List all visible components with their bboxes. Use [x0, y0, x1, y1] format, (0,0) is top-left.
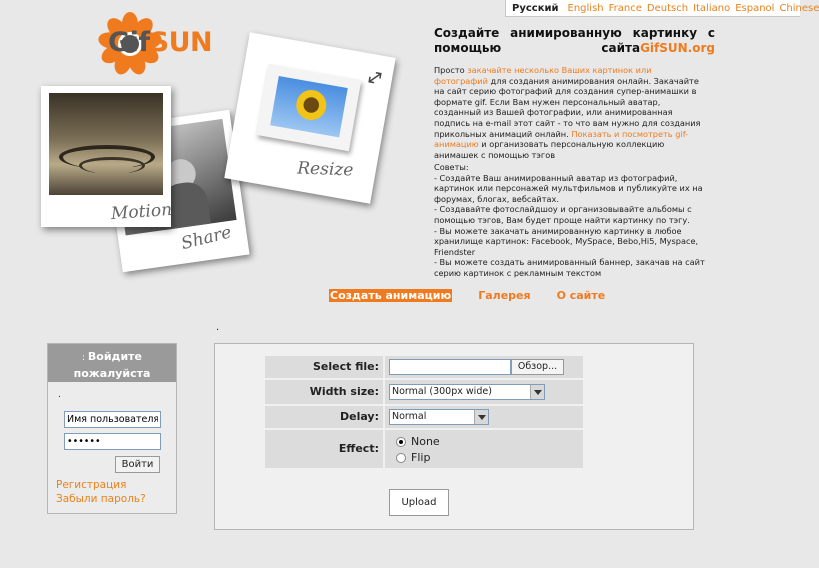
tip-item: - Создавайте фотослайдшоу и организовывайте альбомы с помощью тэгов, Вам будет проще найти картинку по тэгу. — [434, 204, 692, 225]
upload-pictures-link[interactable]: закачайте несколько Ваших картинок или фотографий — [434, 65, 652, 86]
browse-button[interactable]: Обзор... — [511, 359, 564, 375]
effect-none-radio[interactable] — [396, 437, 406, 447]
effect-none-label[interactable]: None — [411, 435, 440, 448]
chevron-down-icon[interactable] — [530, 385, 544, 399]
upload-button[interactable]: Upload — [389, 489, 449, 516]
motion-photo-image — [49, 93, 163, 195]
intro-text-2: для создания анимирования онлайн. Закачайте на сайт серию фотографий для создания супер-анимашки в формате gif. Если Вам нужен персональный аватар, созданный из Вашей фотографии, или анимированная подпись на e-mail этот сайт - то что вам нужно для создания прикольных анимаций онлайн. — [434, 75, 701, 139]
sunflower-image — [270, 76, 348, 137]
login-button[interactable]: Войти — [115, 456, 160, 473]
file-path-input[interactable] — [389, 359, 511, 375]
login-title-line2: пожалуйста — [73, 367, 151, 380]
tip-item: - Создайте Ваш анимированный аватар из фотографий, картинок или персонажей мультфильмов и публикуйте их на форумах, блогах, вебсайтах. — [434, 172, 703, 204]
intro-text-1: Просто — [434, 65, 468, 75]
login-title — [48, 344, 176, 382]
share-caption: Share — [179, 222, 234, 255]
logo-text-sun: SUN — [149, 27, 213, 58]
tip-item: - Вы можете закачать анимированную картинку в любое хранилище картинок: Facebook, MySpace, Bebo,Hi5, Myspace, Friendster — [434, 225, 699, 257]
delay-select[interactable] — [389, 409, 489, 425]
upload-form — [214, 343, 694, 530]
language-active: Русский — [512, 2, 559, 14]
intro-text-3: и организовать персональную коллекцию анимашек с помощью тэгов — [434, 139, 665, 160]
login-box — [47, 343, 177, 514]
logo-text-gif: Gif — [108, 27, 150, 58]
effect-flip-label[interactable]: Flip — [411, 451, 431, 464]
motion-photo — [41, 86, 171, 227]
intro-paragraph — [434, 65, 708, 160]
nav-create-animation[interactable]: Создать анимацию — [330, 289, 452, 302]
login-title-line1: : Войдите — [82, 350, 142, 363]
tips-title: Советы: — [434, 162, 469, 172]
password-input[interactable] — [64, 433, 161, 450]
language-link-espanol[interactable]: Espanol — [735, 2, 775, 14]
view-gif-animation-link[interactable]: Показать и посмотреть gif-анимацию — [434, 128, 689, 150]
nav-about[interactable]: О сайте — [556, 289, 606, 302]
tip-item: - Вы можете создать анимированный баннер, закачав на сайт серию картинок с рекламным текстом — [434, 257, 705, 278]
width-size-select[interactable] — [389, 384, 545, 400]
headline-brand: GifSUN.org — [640, 41, 715, 55]
language-bar — [505, 0, 819, 17]
language-link-italiano[interactable]: Italiano — [693, 2, 731, 14]
motion-caption: Motion — [110, 199, 173, 225]
main-nav — [329, 289, 605, 302]
resize-photo — [224, 32, 395, 203]
chevron-down-icon[interactable] — [474, 410, 488, 424]
page-headline — [434, 26, 715, 56]
forgot-password-link[interactable]: Забыли пароль? — [56, 493, 146, 505]
delay-value: Normal — [392, 411, 427, 422]
width-size-label: Width size: — [265, 380, 383, 404]
site-logo-text[interactable] — [108, 27, 212, 58]
delay-label: Delay: — [265, 406, 383, 428]
picture-frame — [256, 64, 361, 151]
register-link[interactable]: Регистрация — [56, 479, 127, 491]
headline-text: Создайте анимированную картинку с помощью сайта — [434, 26, 715, 55]
language-link-chinese[interactable]: Chinese — [779, 2, 819, 14]
login-dot: . — [58, 390, 61, 400]
effect-flip-radio[interactable] — [396, 453, 406, 463]
tips-section — [434, 162, 716, 279]
separator-dot: . — [216, 322, 220, 333]
language-link-deutsch[interactable]: Deutsch — [646, 2, 689, 14]
select-file-label: Select file: — [265, 356, 383, 378]
expand-arrows-icon[interactable] — [367, 70, 383, 86]
resize-caption: Resize — [296, 158, 354, 181]
language-link-france[interactable]: France — [608, 2, 642, 14]
language-link-english[interactable]: English — [567, 2, 604, 14]
effect-label: Effect: — [265, 430, 383, 468]
width-size-value: Normal (300px wide) — [392, 386, 492, 397]
username-input[interactable] — [64, 411, 161, 428]
nav-gallery[interactable]: Галерея — [478, 289, 531, 302]
